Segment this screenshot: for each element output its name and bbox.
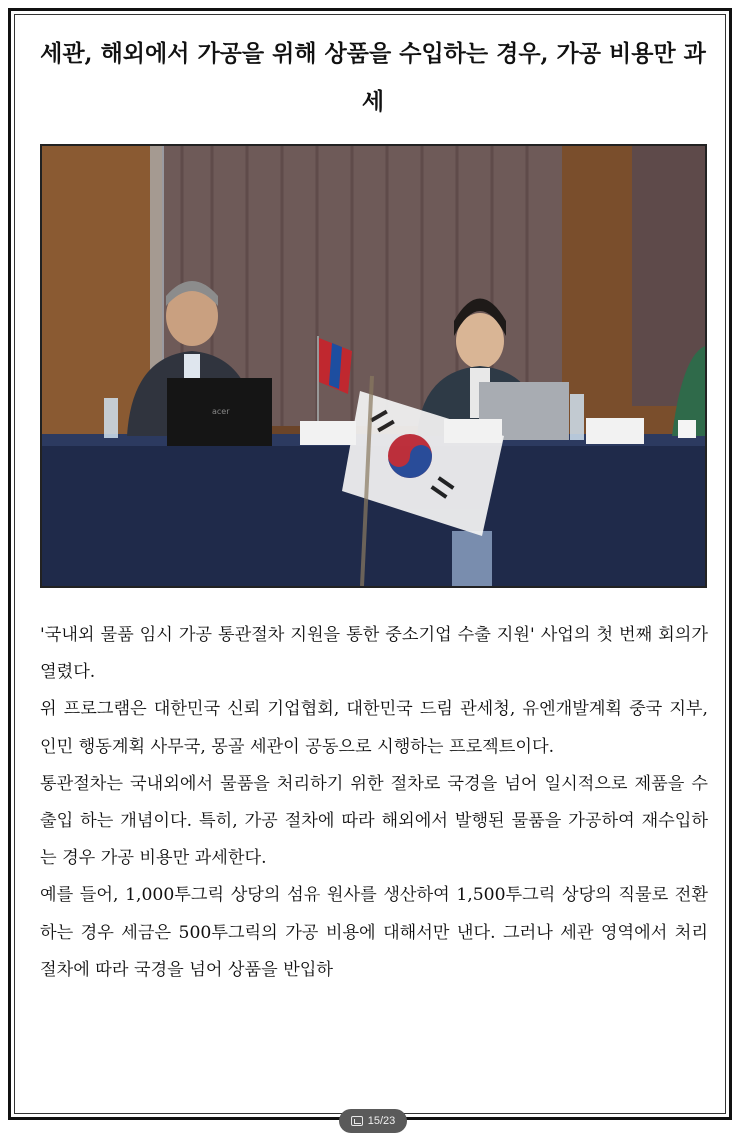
- gallery-icon: [351, 1116, 363, 1126]
- paragraph-1: '국내외 물품 임시 가공 통관절차 지원을 통한 중소기업 수출 지원' 사업의 첫 번째 회의가 열렸다.: [40, 625, 708, 683]
- article-body: [40, 617, 708, 989]
- article-photo: [40, 144, 707, 588]
- article-title: 세관, 해외에서 가공을 위해 상품을 수입하는 경우, 가공 비용만 과세: [40, 40, 706, 115]
- paragraph-3: 통관절차는 국내외에서 물품을 처리하기 위한 절차로 국경을 넘어 일시적으로 제품을 수출입 하는 개념이다. 특히, 가공 절차에 따라 해외에서 발행된 물품을 가공하여 재수입하는 경우 가공 비용만 과세한다.: [40, 773, 708, 869]
- page-indicator[interactable]: [339, 1109, 407, 1133]
- page-counter: 15/23: [367, 1115, 396, 1127]
- paragraph-2: 위 프로그램은 대한민국 신뢰 기업협회, 대한민국 드림 관세청, 유엔개발계획 중국 지부, 인민 행동계획 사무국, 몽골 세관이 공동으로 시행하는 프로젝트이다.: [40, 699, 708, 757]
- laptop-brand: acer: [212, 407, 230, 416]
- paragraph-4: 예를 들어, 1,000투그릭 상당의 섬유 원사를 생산하여 1,500투그릭 상당의 직물로 전환하는 경우 세금은 500투그릭의 가공 비용에 대해서만 낸다. 그러나 세관 영역에서 처리 절차에 따라 국경을 넘어 상품을 반입하: [40, 885, 708, 980]
